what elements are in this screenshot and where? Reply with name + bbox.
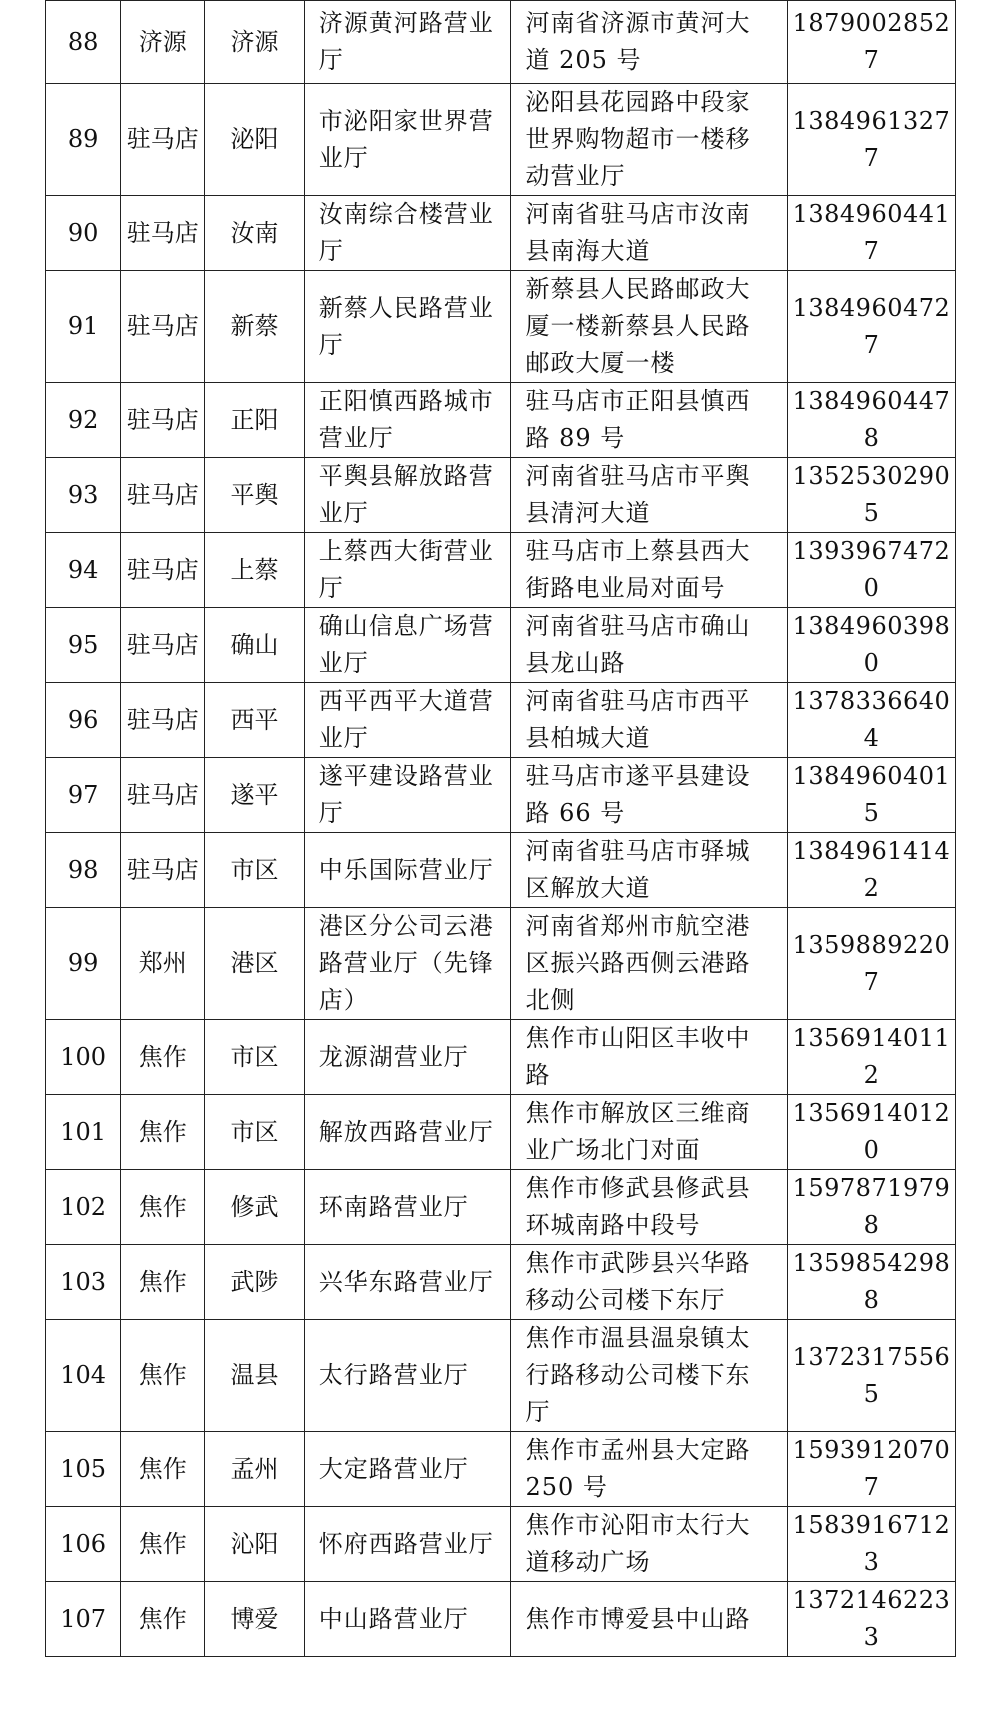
county-cell: 济源 bbox=[205, 1, 305, 84]
county-cell: 市区 bbox=[205, 833, 305, 908]
phone-cell: 15839167123 bbox=[787, 1507, 955, 1582]
address-cell: 河南省济源市黄河大道 205 号 bbox=[511, 1, 787, 84]
phone-cell: 13939674720 bbox=[787, 533, 955, 608]
table-row bbox=[46, 1432, 956, 1507]
row-number-cell: 104 bbox=[46, 1320, 121, 1432]
row-number-cell: 89 bbox=[46, 84, 121, 196]
county-cell: 武陟 bbox=[205, 1245, 305, 1320]
row-number-cell: 92 bbox=[46, 383, 121, 458]
row-number-cell: 100 bbox=[46, 1020, 121, 1095]
hall-name-cell: 兴华东路营业厅 bbox=[304, 1245, 511, 1320]
county-cell: 新蔡 bbox=[205, 271, 305, 383]
phone-cell: 15978719798 bbox=[787, 1170, 955, 1245]
address-cell: 焦作市修武县修武县环城南路中段号 bbox=[511, 1170, 787, 1245]
row-number-cell: 95 bbox=[46, 608, 121, 683]
hall-name-cell: 上蔡西大街营业厅 bbox=[304, 533, 511, 608]
phone-cell: 13598542988 bbox=[787, 1245, 955, 1320]
table-body bbox=[46, 1, 956, 1657]
city-cell: 郑州 bbox=[121, 908, 205, 1020]
address-cell: 焦作市温县温泉镇太行路移动公司楼下东厅 bbox=[511, 1320, 787, 1432]
row-number-cell: 103 bbox=[46, 1245, 121, 1320]
county-cell: 西平 bbox=[205, 683, 305, 758]
hall-name-cell: 平舆县解放路营业厅 bbox=[304, 458, 511, 533]
county-cell: 港区 bbox=[205, 908, 305, 1020]
county-cell: 平舆 bbox=[205, 458, 305, 533]
row-number-cell: 99 bbox=[46, 908, 121, 1020]
county-cell: 孟州 bbox=[205, 1432, 305, 1507]
city-cell: 驻马店 bbox=[121, 196, 205, 271]
county-cell: 汝南 bbox=[205, 196, 305, 271]
address-cell: 驻马店市遂平县建设路 66 号 bbox=[511, 758, 787, 833]
address-cell: 焦作市山阳区丰收中路 bbox=[511, 1020, 787, 1095]
city-cell: 焦作 bbox=[121, 1320, 205, 1432]
row-number-cell: 90 bbox=[46, 196, 121, 271]
hall-name-cell: 怀府西路营业厅 bbox=[304, 1507, 511, 1582]
hall-name-cell: 遂平建设路营业厅 bbox=[304, 758, 511, 833]
hall-name-cell: 市泌阳家世界营业厅 bbox=[304, 84, 511, 196]
table-row bbox=[46, 1095, 956, 1170]
address-cell: 焦作市解放区三维商业广场北门对面 bbox=[511, 1095, 787, 1170]
county-cell: 市区 bbox=[205, 1020, 305, 1095]
city-cell: 驻马店 bbox=[121, 758, 205, 833]
city-cell: 驻马店 bbox=[121, 683, 205, 758]
city-cell: 焦作 bbox=[121, 1432, 205, 1507]
address-cell: 河南省郑州市航空港区振兴路西侧云港路北侧 bbox=[511, 908, 787, 1020]
county-cell: 确山 bbox=[205, 608, 305, 683]
address-cell: 焦作市孟州县大定路 250 号 bbox=[511, 1432, 787, 1507]
row-number-cell: 106 bbox=[46, 1507, 121, 1582]
table-row bbox=[46, 84, 956, 196]
hall-name-cell: 环南路营业厅 bbox=[304, 1170, 511, 1245]
table-row bbox=[46, 271, 956, 383]
hall-name-cell: 西平西平大道营业厅 bbox=[304, 683, 511, 758]
phone-cell: 18790028527 bbox=[787, 1, 955, 84]
row-number-cell: 91 bbox=[46, 271, 121, 383]
service-hall-table bbox=[45, 0, 956, 1657]
county-cell: 泌阳 bbox=[205, 84, 305, 196]
table-row bbox=[46, 196, 956, 271]
phone-cell: 13598892207 bbox=[787, 908, 955, 1020]
table-row bbox=[46, 1020, 956, 1095]
city-cell: 焦作 bbox=[121, 1095, 205, 1170]
phone-cell: 13849604417 bbox=[787, 196, 955, 271]
phone-cell: 13569140120 bbox=[787, 1095, 955, 1170]
city-cell: 焦作 bbox=[121, 1507, 205, 1582]
address-cell: 河南省驻马店市西平县柏城大道 bbox=[511, 683, 787, 758]
city-cell: 驻马店 bbox=[121, 833, 205, 908]
city-cell: 驻马店 bbox=[121, 84, 205, 196]
table-row bbox=[46, 1582, 956, 1657]
city-cell: 济源 bbox=[121, 1, 205, 84]
hall-name-cell: 太行路营业厅 bbox=[304, 1320, 511, 1432]
row-number-cell: 102 bbox=[46, 1170, 121, 1245]
row-number-cell: 105 bbox=[46, 1432, 121, 1507]
table-row bbox=[46, 608, 956, 683]
address-cell: 焦作市武陟县兴华路移动公司楼下东厅 bbox=[511, 1245, 787, 1320]
county-cell: 修武 bbox=[205, 1170, 305, 1245]
city-cell: 焦作 bbox=[121, 1245, 205, 1320]
hall-name-cell: 解放西路营业厅 bbox=[304, 1095, 511, 1170]
county-cell: 温县 bbox=[205, 1320, 305, 1432]
county-cell: 博爱 bbox=[205, 1582, 305, 1657]
row-number-cell: 94 bbox=[46, 533, 121, 608]
table-row bbox=[46, 533, 956, 608]
address-cell: 河南省驻马店市驿城区解放大道 bbox=[511, 833, 787, 908]
county-cell: 上蔡 bbox=[205, 533, 305, 608]
row-number-cell: 101 bbox=[46, 1095, 121, 1170]
county-cell: 沁阳 bbox=[205, 1507, 305, 1582]
hall-name-cell: 汝南综合楼营业厅 bbox=[304, 196, 511, 271]
phone-cell: 15939120707 bbox=[787, 1432, 955, 1507]
row-number-cell: 107 bbox=[46, 1582, 121, 1657]
address-cell: 泌阳县花园路中段家世界购物超市一楼移动营业厅 bbox=[511, 84, 787, 196]
hall-name-cell: 港区分公司云港路营业厅（先锋店） bbox=[304, 908, 511, 1020]
table-row bbox=[46, 383, 956, 458]
table-row bbox=[46, 458, 956, 533]
table-row bbox=[46, 1320, 956, 1432]
table-row bbox=[46, 1507, 956, 1582]
address-cell: 河南省驻马店市确山县龙山路 bbox=[511, 608, 787, 683]
table-row bbox=[46, 833, 956, 908]
table-row bbox=[46, 1245, 956, 1320]
hall-name-cell: 大定路营业厅 bbox=[304, 1432, 511, 1507]
phone-cell: 13849604015 bbox=[787, 758, 955, 833]
phone-cell: 13525302905 bbox=[787, 458, 955, 533]
hall-name-cell: 中山路营业厅 bbox=[304, 1582, 511, 1657]
city-cell: 驻马店 bbox=[121, 458, 205, 533]
phone-cell: 13849613277 bbox=[787, 84, 955, 196]
city-cell: 驻马店 bbox=[121, 383, 205, 458]
city-cell: 驻马店 bbox=[121, 533, 205, 608]
table-row bbox=[46, 1170, 956, 1245]
hall-name-cell: 确山信息广场营业厅 bbox=[304, 608, 511, 683]
address-cell: 焦作市沁阳市太行大道移动广场 bbox=[511, 1507, 787, 1582]
city-cell: 焦作 bbox=[121, 1020, 205, 1095]
city-cell: 驻马店 bbox=[121, 271, 205, 383]
hall-name-cell: 中乐国际营业厅 bbox=[304, 833, 511, 908]
phone-cell: 13721462233 bbox=[787, 1582, 955, 1657]
row-number-cell: 93 bbox=[46, 458, 121, 533]
phone-cell: 13783366404 bbox=[787, 683, 955, 758]
phone-cell: 13849614142 bbox=[787, 833, 955, 908]
hall-name-cell: 济源黄河路营业厅 bbox=[304, 1, 511, 84]
city-cell: 驻马店 bbox=[121, 608, 205, 683]
hall-name-cell: 龙源湖营业厅 bbox=[304, 1020, 511, 1095]
row-number-cell: 88 bbox=[46, 1, 121, 84]
address-cell: 新蔡县人民路邮政大厦一楼新蔡县人民路邮政大厦一楼 bbox=[511, 271, 787, 383]
county-cell: 遂平 bbox=[205, 758, 305, 833]
hall-name-cell: 正阳慎西路城市营业厅 bbox=[304, 383, 511, 458]
hall-name-cell: 新蔡人民路营业厅 bbox=[304, 271, 511, 383]
phone-cell: 13849604727 bbox=[787, 271, 955, 383]
phone-cell: 13723175565 bbox=[787, 1320, 955, 1432]
row-number-cell: 97 bbox=[46, 758, 121, 833]
address-cell: 焦作市博爱县中山路 bbox=[511, 1582, 787, 1657]
address-cell: 驻马店市正阳县慎西路 89 号 bbox=[511, 383, 787, 458]
city-cell: 焦作 bbox=[121, 1170, 205, 1245]
phone-cell: 13849604478 bbox=[787, 383, 955, 458]
table-row bbox=[46, 758, 956, 833]
address-cell: 河南省驻马店市平舆县清河大道 bbox=[511, 458, 787, 533]
table-row bbox=[46, 683, 956, 758]
phone-cell: 13569140112 bbox=[787, 1020, 955, 1095]
county-cell: 正阳 bbox=[205, 383, 305, 458]
row-number-cell: 98 bbox=[46, 833, 121, 908]
phone-cell: 13849603980 bbox=[787, 608, 955, 683]
table-row bbox=[46, 1, 956, 84]
address-cell: 河南省驻马店市汝南县南海大道 bbox=[511, 196, 787, 271]
county-cell: 市区 bbox=[205, 1095, 305, 1170]
table-row bbox=[46, 908, 956, 1020]
city-cell: 焦作 bbox=[121, 1582, 205, 1657]
address-cell: 驻马店市上蔡县西大街路电业局对面号 bbox=[511, 533, 787, 608]
row-number-cell: 96 bbox=[46, 683, 121, 758]
